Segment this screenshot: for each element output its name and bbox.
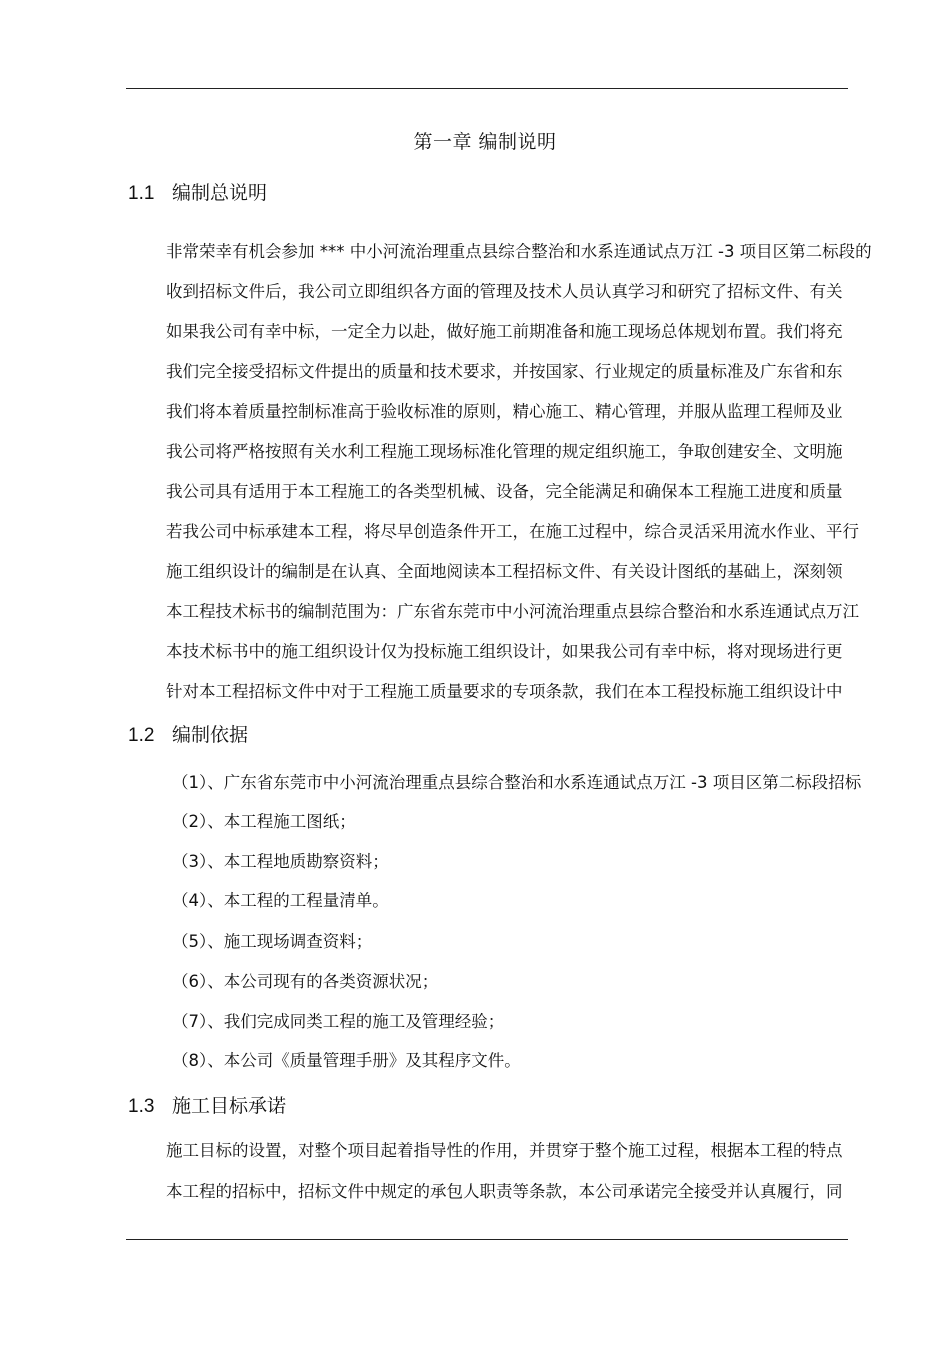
section-heading-1-2 [128, 720, 248, 747]
basis-item: （5）、施工现场调查资料； [172, 932, 373, 951]
paragraph-line: 本技术标书中的施工组织设计仅为投标施工组织设计，如果我公司有幸中标，将对现场进行更 [166, 642, 843, 661]
section-number: 1.3 [128, 1096, 155, 1117]
paragraph-line: 针对本工程招标文件中对于工程施工质量要求的专项条款，我们在本工程投标施工组织设计中 [166, 682, 843, 701]
paragraph-line: 我们完全接受招标文件提出的质量和技术要求，并按国家、行业规定的质量标准及广东省和东 [166, 362, 843, 381]
basis-item: （2）、本工程施工图纸； [172, 812, 356, 831]
section-title: 编制依据 [172, 724, 249, 746]
paragraph-line: 我公司具有适用于本工程施工的各类型机械、设备，完全能满足和确保本工程施工进度和质量 [166, 482, 843, 501]
chapter-title: 第一章 编制说明 [413, 131, 557, 153]
paragraph-line: 收到招标文件后，我公司立即组织各方面的管理及技术人员认真学习和研究了招标文件、有关 [166, 282, 843, 301]
basis-item: （7）、我们完成同类工程的施工及管理经验； [172, 1012, 505, 1031]
basis-item: （3）、本工程地质勘察资料； [172, 852, 389, 871]
paragraph-line: 本工程的招标中，招标文件中规定的承包人职责等条款，本公司承诺完全接受并认真履行，同 [166, 1182, 843, 1201]
paragraph-line: 若我公司中标承建本工程，将尽早创造条件开工，在施工过程中，综合灵活采用流水作业、平行 [166, 522, 859, 541]
paragraph-line: 如果我公司有幸中标，一定全力以赴，做好施工前期准备和施工现场总体规划布置。我们将充 [166, 322, 843, 341]
section-heading-1-3 [128, 1091, 286, 1118]
paragraph-line: 我们将本着质量控制标准高于验收标准的原则，精心施工、精心管理，并服从监理工程师及业 [166, 402, 843, 421]
basis-item: （4）、本工程的工程量清单。 [172, 891, 389, 910]
section-number: 1.2 [128, 725, 155, 746]
paragraph-line: 非常荣幸有机会参加 *** 中小河流治理重点县综合整治和水系连通试点万江 -3 项目区第二标段的 [166, 242, 872, 261]
section-title: 施工目标承诺 [172, 1095, 287, 1117]
section-title: 编制总说明 [172, 182, 268, 204]
section-number: 1.1 [128, 183, 155, 204]
paragraph-line: 施工目标的设置，对整个项目起着指导性的作用，并贯穿于整个施工过程，根据本工程的特点 [166, 1141, 843, 1160]
header-rule [126, 88, 848, 89]
footer-rule [126, 1239, 848, 1240]
paragraph-line: 施工组织设计的编制是在认真、全面地阅读本工程招标文件、有关设计图纸的基础上，深刻领 [166, 562, 843, 581]
section-heading-1-1 [128, 178, 267, 205]
basis-item: （1）、广东省东莞市中小河流治理重点县综合整治和水系连通试点万江 -3 项目区第二标段招标 [172, 773, 862, 792]
basis-item: （6）、本公司现有的各类资源状况； [172, 972, 439, 991]
paragraph-line: 本工程技术标书的编制范围为：广东省东莞市中小河流治理重点县综合整治和水系连通试点万江 [166, 602, 859, 621]
paragraph-line: 我公司将严格按照有关水利工程施工现场标准化管理的规定组织施工，争取创建安全、文明施 [166, 442, 843, 461]
basis-item: （8）、本公司《质量管理手册》及其程序文件。 [172, 1051, 521, 1070]
